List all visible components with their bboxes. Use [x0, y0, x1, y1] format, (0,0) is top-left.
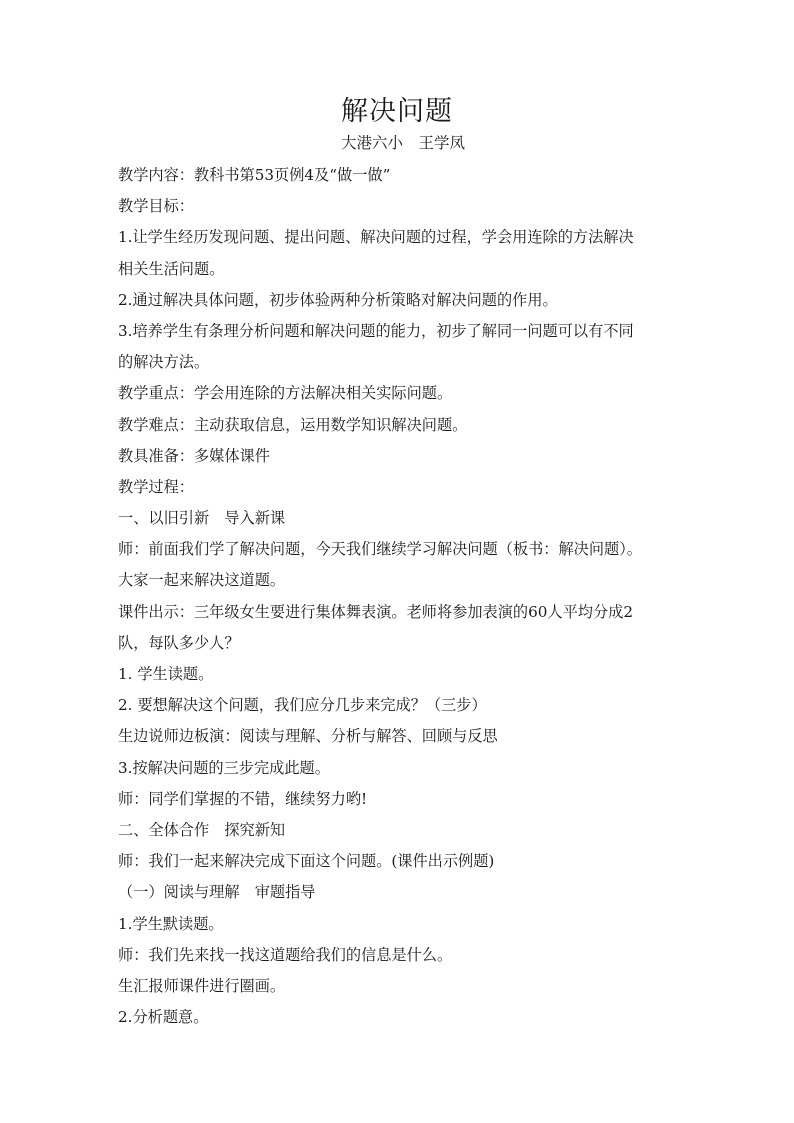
text-line: 2.分析题意。 — [118, 1008, 209, 1027]
text-line: 队，每队多少人？ — [118, 633, 240, 652]
text-line: 师：前面我们学了解决问题，今天我们继续学习解决问题（板书：解决问题）。 — [118, 540, 642, 559]
text-line: （一）阅读与理解 审题指导 — [118, 883, 316, 902]
text-line: 教学重点：学会用连除的方法解决相关实际问题。 — [118, 384, 453, 403]
document-title: 解决问题 — [341, 96, 453, 127]
text-line: 的解决方法。 — [118, 353, 210, 372]
document-byline: 大港六小 王学凤 — [340, 134, 465, 152]
text-line: 1.让学生经历发现问题、提出问题、解决问题的过程，学会用连除的方法解决 — [118, 228, 634, 247]
text-line: 生汇报师课件进行圈画。 — [118, 976, 286, 995]
text-line: 2. 要想解决这个问题，我们应分几步来完成？（三步） — [118, 696, 487, 715]
text-line: 一、以旧引新 导入新课 — [118, 509, 286, 528]
text-line: 教学过程： — [118, 477, 194, 496]
text-line: 教学目标： — [118, 197, 194, 216]
text-line: 师：我们先来找一找这道题给我们的信息是什么。 — [118, 945, 453, 964]
text-line: 二、全体合作 探究新知 — [118, 820, 286, 839]
text-line: 生边说师边板演：阅读与理解、分析与解答、回顾与反思 — [118, 727, 498, 746]
text-line: 师：同学们掌握的不错，继续努力哟! — [118, 789, 368, 808]
document-body — [118, 160, 680, 1033]
text-line: 1.学生默读题。 — [118, 914, 224, 933]
text-line: 1. 学生读题。 — [118, 665, 214, 683]
text-line: 3.培养学生有条理分析问题和解决问题的能力，初步了解同一问题可以有不同 — [118, 321, 634, 340]
text-line: 相关生活问题。 — [118, 259, 225, 278]
text-line: 教具准备：多媒体课件 — [118, 446, 270, 465]
text-line: 3.按解决问题的三步完成此题。 — [118, 758, 330, 777]
text-line: 大家一起来解决这道题。 — [118, 571, 286, 590]
text-line: 教学内容：教科书第53页例4及“做一做” — [118, 166, 391, 184]
text-line: 课件出示：三年级女生要进行集体舞表演。老师将参加表演的60人平均分成2 — [118, 602, 633, 621]
text-line: 师：我们一起来解决完成下面这个问题。(课件出示例题) — [118, 852, 495, 871]
text-line: 教学难点：主动获取信息，运用数学知识解决问题。 — [118, 415, 468, 434]
text-line: 2.通过解决具体问题，初步体验两种分析策略对解决问题的作用。 — [118, 290, 558, 309]
